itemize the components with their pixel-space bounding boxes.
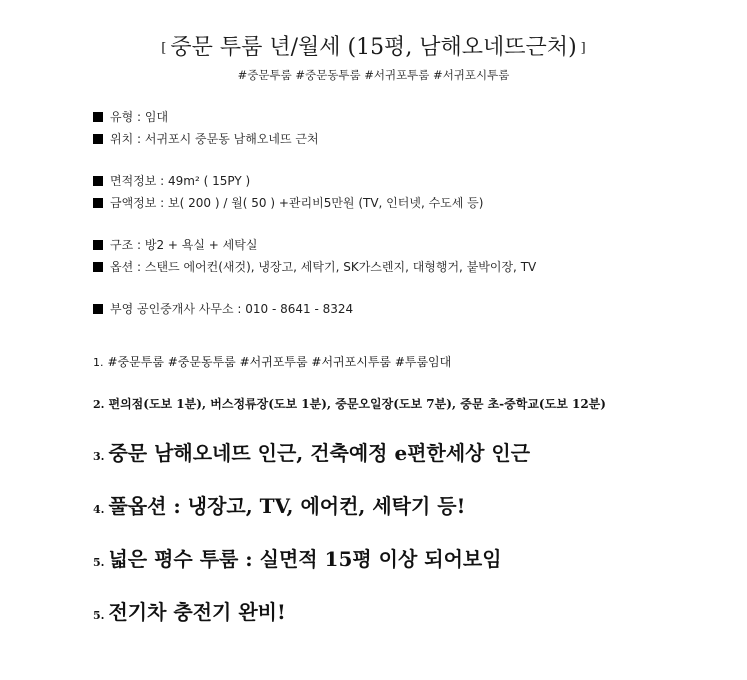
page-title xyxy=(0,30,747,61)
info-item-price: 금액정보 : 보( 200 ) / 월( 50 ) +관리비5만원 (TV, 인터넷, 수도세 등) xyxy=(93,194,483,211)
bullet-square-icon xyxy=(93,134,103,144)
list-item: 1. #중문투룸 #중문동투룸 #서귀포투룸 #서귀포시투룸 #투룸임대 xyxy=(93,355,452,369)
title-close-bracket: ] xyxy=(580,41,586,56)
title-text: 중문 투룸 년/월세 (15평, 남해오네뜨근처) xyxy=(170,35,577,60)
hashtag-line: #중문투룸 #중문동투룸 #서귀포투룸 #서귀포시투룸 xyxy=(237,68,510,82)
title-open-bracket: [ xyxy=(161,41,167,56)
list-item: 4. 풀옵션 : 냉장고, TV, 에어컨, 세탁기 등! xyxy=(93,494,466,518)
bullet-square-icon xyxy=(93,112,103,122)
info-item-area: 면적정보 : 49m² ( 15PY ) xyxy=(93,172,250,189)
bullet-square-icon xyxy=(93,304,103,314)
list-item: 5. 넓은 평수 투룸 : 실면적 15평 이상 되어보임 xyxy=(93,547,502,571)
bullet-square-icon xyxy=(93,176,103,186)
info-item-options: 옵션 : 스탠드 에어컨(새것), 냉장고, 세탁기, SK가스렌지, 대형행거, 붙박이장, TV xyxy=(93,258,536,275)
list-item: 5. 전기차 충전기 완비! xyxy=(93,600,286,624)
list-item: 3. 중문 남해오네뜨 인근, 건축예정 e편한세상 인근 xyxy=(93,441,531,465)
info-item-contact: 부영 공인중개사 사무소 : 010 - 8641 - 8324 xyxy=(93,300,353,317)
bullet-square-icon xyxy=(93,198,103,208)
bullet-square-icon xyxy=(93,240,103,250)
info-item-location: 위치 : 서귀포시 중문동 남해오네뜨 근처 xyxy=(93,130,319,147)
info-item-type: 유형 : 임대 xyxy=(93,108,168,125)
list-item: 2. 편의점(도보 1분), 버스정류장(도보 1분), 중문오일장(도보 7분), 중문 초-중학교(도보 12분) xyxy=(93,397,606,411)
info-item-structure: 구조 : 방2 + 욕실 + 세탁실 xyxy=(93,236,257,253)
bullet-square-icon xyxy=(93,262,103,272)
